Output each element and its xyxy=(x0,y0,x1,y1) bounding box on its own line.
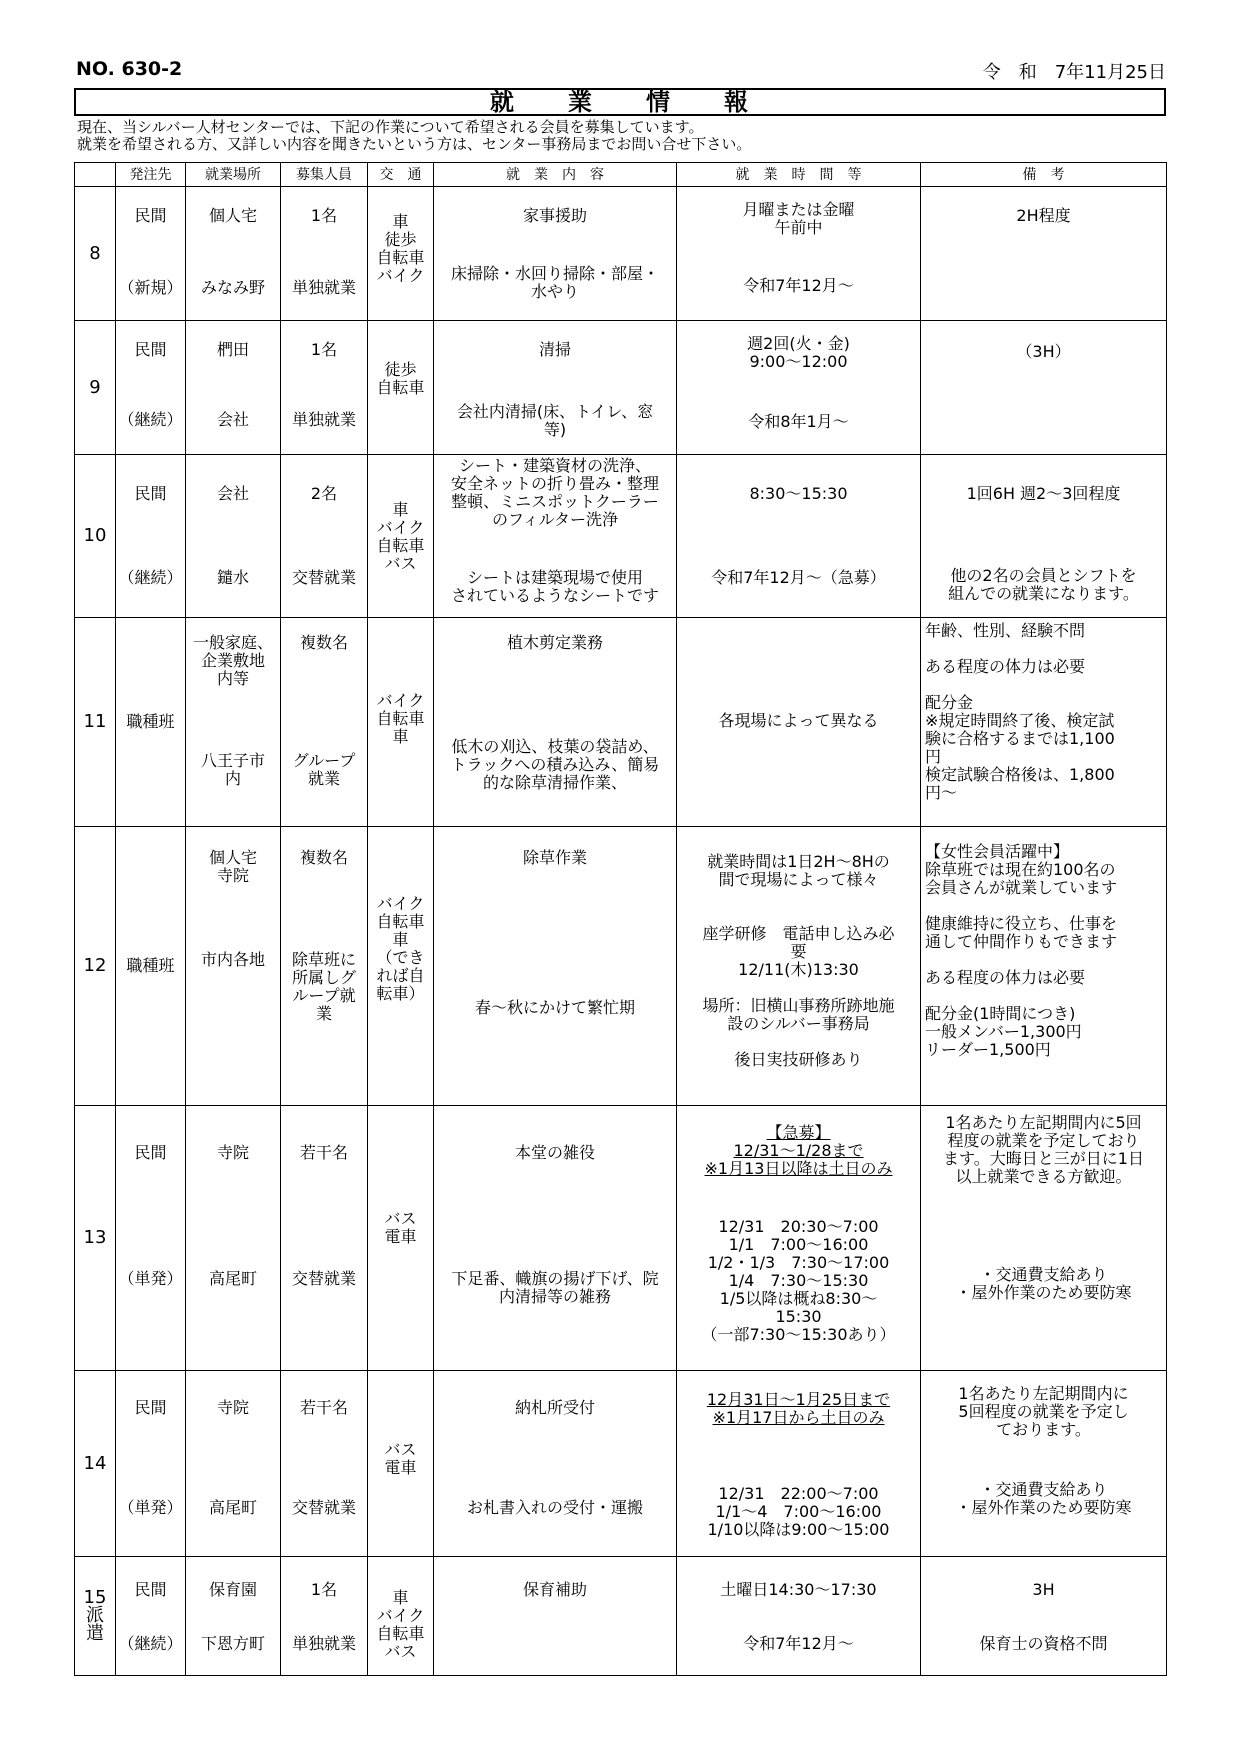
place-cell xyxy=(186,187,281,321)
work-lower: 床掃除・水回り掃除・部屋・ 水やり xyxy=(450,264,659,301)
people-upper: 2名 xyxy=(310,484,338,503)
client-upper: 職種班 xyxy=(126,712,175,731)
note-upper: 【女性会員活躍中】 除草班では現在約100名の 会員さんが就業しています 健康維持に役立ち、仕事を 通して仲間作りもできます ある程度の体力は必要 配分金(1時間につき) 一般メンバー1,300円 リーダー1,500円 xyxy=(925,842,1118,1059)
note-upper: 3H xyxy=(1032,1580,1055,1599)
client-cell xyxy=(116,321,186,455)
work-lower: 春～秋にかけて繁忙期 xyxy=(474,998,635,1017)
row-number: 10 xyxy=(75,455,116,618)
note-upper: （3H） xyxy=(1016,342,1071,361)
place-lower: 高尾町 xyxy=(208,1498,257,1517)
place-cell xyxy=(186,1557,281,1676)
place-cell xyxy=(186,1106,281,1371)
people-upper: 複数名 xyxy=(299,633,348,652)
row-number: 15 派 遣 xyxy=(75,1557,116,1676)
row-number: 14 xyxy=(75,1371,116,1557)
time-cell xyxy=(677,827,921,1106)
table-row xyxy=(75,1106,1167,1371)
place-lower: 下恩方町 xyxy=(200,1634,265,1653)
people-cell xyxy=(281,618,368,827)
people-upper: 1名 xyxy=(310,340,338,359)
note-upper: 1名あたり左記期間内に 5回程度の就業を予定し ております。 xyxy=(958,1384,1129,1439)
work-cell xyxy=(434,321,677,455)
client-upper: 民間 xyxy=(134,340,167,359)
table-row xyxy=(75,618,1167,827)
people-lower: 単独就業 xyxy=(291,278,356,297)
header-work: 就 業 内 容 xyxy=(434,163,677,187)
transport-text: 車 バイク 自転車 バス xyxy=(376,500,425,573)
work-cell xyxy=(434,1371,677,1557)
note-cell xyxy=(921,1557,1167,1676)
client-cell xyxy=(116,1557,186,1676)
note-cell xyxy=(921,1371,1167,1557)
work-cell xyxy=(434,1106,677,1371)
header-time: 就 業 時 間 等 xyxy=(677,163,921,187)
people-cell xyxy=(281,455,368,618)
work-lower: 会社内清掃(床、トイレ、窓 等) xyxy=(456,402,654,439)
table-row xyxy=(75,827,1167,1106)
people-upper: 1名 xyxy=(310,206,338,225)
note-cell xyxy=(921,1106,1167,1371)
header-place: 就業場所 xyxy=(186,163,281,187)
document-number: NO. 630-2 xyxy=(76,58,183,80)
header-note: 備 考 xyxy=(921,163,1167,187)
work-lower: お札書入れの受付・運搬 xyxy=(466,1498,643,1517)
transport-cell xyxy=(368,1557,434,1676)
work-upper: 除草作業 xyxy=(522,848,587,867)
people-lower: グループ 就業 xyxy=(292,751,356,788)
transport-cell xyxy=(368,187,434,321)
time-upper: 土曜日14:30～17:30 xyxy=(720,1580,877,1599)
work-upper: 家事援助 xyxy=(522,206,587,225)
place-lower: 八王子市 内 xyxy=(200,751,265,788)
header-no xyxy=(75,163,116,187)
transport-text: 徒歩 自転車 xyxy=(376,360,425,397)
page-title: 就 業 情 報 xyxy=(74,88,1166,116)
note-cell xyxy=(921,455,1167,618)
work-upper: 清掃 xyxy=(538,340,571,359)
header-transport: 交 通 xyxy=(368,163,434,187)
client-upper: 民間 xyxy=(134,206,167,225)
place-upper: 寺院 xyxy=(216,1398,249,1417)
people-lower: 除草班に 所属しグ ループ就 業 xyxy=(291,950,356,1023)
client-upper: 民間 xyxy=(134,1398,167,1417)
place-lower: みなみ野 xyxy=(200,278,265,297)
client-lower: （新規） xyxy=(118,278,183,297)
place-upper: 個人宅 寺院 xyxy=(208,848,257,885)
time-lower: 令和7年12月～ xyxy=(743,1634,854,1653)
table-row xyxy=(75,455,1167,618)
place-cell xyxy=(186,455,281,618)
client-cell xyxy=(116,187,186,321)
people-upper: 複数名 xyxy=(299,848,348,867)
place-upper: 一般家庭、 企業敷地 内等 xyxy=(192,633,273,688)
client-cell xyxy=(116,827,186,1106)
work-upper: 保育補助 xyxy=(522,1580,587,1599)
place-lower: 会社 xyxy=(216,410,249,429)
people-lower: 交替就業 xyxy=(291,1269,356,1288)
table-header-row xyxy=(75,163,1167,187)
place-cell xyxy=(186,618,281,827)
people-cell xyxy=(281,1371,368,1557)
time-upper: 【急募】 12/31～1/28まで ※1月13日以降は土日のみ xyxy=(704,1123,893,1178)
work-cell xyxy=(434,187,677,321)
client-lower: （単発） xyxy=(118,1498,183,1517)
note-lower: ・交通費支給あり ・屋外作業のため要防寒 xyxy=(955,1265,1132,1302)
transport-cell xyxy=(368,455,434,618)
transport-cell xyxy=(368,1371,434,1557)
note-upper: 1名あたり左記期間内に5回 程度の就業を予定しており ます。大晦日と三が日に1日 以上就業できる方歓迎。 xyxy=(943,1113,1144,1186)
work-lower: 低木の刈込、枝葉の袋詰め、 トラックへの積み込み、簡易 的な除草清掃作業、 xyxy=(450,737,660,792)
work-lower: 下足番、幟旗の揚げ下げ、院 内清掃等の雑務 xyxy=(451,1269,659,1306)
note-cell xyxy=(921,618,1167,827)
people-cell xyxy=(281,827,368,1106)
time-upper: 就業時間は1日2H～8Hの 間で現場によって様々 座学研修 電話申し込み必 要 12/11(木)13:30 場所：旧横山事務所跡地施 設のシルバー事務局 後日実技研修あり xyxy=(702,852,895,1069)
people-upper: 若干名 xyxy=(299,1398,348,1417)
table-row xyxy=(75,1557,1167,1676)
people-cell xyxy=(281,321,368,455)
row-number: 9 xyxy=(75,321,116,455)
place-cell xyxy=(186,1371,281,1557)
time-upper: 8:30～15:30 xyxy=(749,484,848,503)
place-upper: 寺院 xyxy=(216,1143,249,1162)
work-upper: シート・建築資材の洗浄、 安全ネットの折り畳み・整理 整頓、ミニスポットクーラー のフィルター洗浄 xyxy=(450,456,659,529)
place-cell xyxy=(186,827,281,1106)
header-client: 発注先 xyxy=(116,163,186,187)
time-lower: 令和7年12月～（急募） xyxy=(711,568,886,587)
time-upper: 月曜または金曜 午前中 xyxy=(742,200,855,237)
time-cell xyxy=(677,618,921,827)
work-upper: 植木剪定業務 xyxy=(506,633,603,652)
transport-cell xyxy=(368,1106,434,1371)
document-date: 令 和 7年11月25日 xyxy=(982,62,1166,83)
work-lower: シートは建築現場で使用 されているようなシートです xyxy=(450,568,659,605)
people-lower: 単独就業 xyxy=(291,410,356,429)
table-row xyxy=(75,321,1167,455)
time-lower: 12/31 22:00～7:00 1/1～4 7:00～16:00 1/10以降は9:00～15:00 xyxy=(707,1484,890,1539)
client-lower: （継続） xyxy=(118,568,183,587)
transport-cell xyxy=(368,321,434,455)
note-lower: 他の2名の会員とシフトを 組んでの就業になります。 xyxy=(948,566,1139,603)
time-cell xyxy=(677,1371,921,1557)
work-cell xyxy=(434,827,677,1106)
client-upper: 民間 xyxy=(134,1580,167,1599)
time-cell xyxy=(677,1106,921,1371)
place-lower: 鑓水 xyxy=(216,568,249,587)
client-lower: （単発） xyxy=(118,1269,183,1288)
place-upper: 個人宅 xyxy=(208,206,257,225)
intro-text xyxy=(77,119,751,153)
time-lower: 令和7年12月～ xyxy=(743,276,854,295)
transport-cell xyxy=(368,827,434,1106)
place-lower: 高尾町 xyxy=(208,1269,257,1288)
row-number: 12 xyxy=(75,827,116,1106)
note-upper: 2H程度 xyxy=(1016,206,1071,225)
transport-cell xyxy=(368,618,434,827)
row-number: 8 xyxy=(75,187,116,321)
time-lower: 令和8年1月～ xyxy=(748,412,849,431)
people-cell xyxy=(281,1106,368,1371)
note-upper: 1回6H 週2～3回程度 xyxy=(966,484,1121,503)
time-upper: 12月31日～1月25日まで ※1月17日から土日のみ xyxy=(706,1390,891,1427)
transport-text: バス 電車 xyxy=(384,1440,417,1477)
time-cell xyxy=(677,1557,921,1676)
client-upper: 職種班 xyxy=(126,956,175,975)
place-upper: 椚田 xyxy=(216,340,249,359)
work-upper: 本堂の雑役 xyxy=(514,1143,595,1162)
transport-text: バイク 自転車 車 （でき れば自 転車） xyxy=(376,894,425,1003)
note-lower: ・交通費支給あり ・屋外作業のため要防寒 xyxy=(955,1480,1132,1517)
client-cell xyxy=(116,1371,186,1557)
people-cell xyxy=(281,1557,368,1676)
place-upper: 保育園 xyxy=(208,1580,257,1599)
row-number: 11 xyxy=(75,618,116,827)
time-cell xyxy=(677,187,921,321)
note-cell xyxy=(921,321,1167,455)
people-cell xyxy=(281,187,368,321)
client-upper: 民間 xyxy=(134,1143,167,1162)
client-cell xyxy=(116,455,186,618)
time-cell xyxy=(677,455,921,618)
time-upper: 各現場によって異なる xyxy=(718,711,879,730)
client-lower: （継続） xyxy=(118,1634,183,1653)
work-upper: 納札所受付 xyxy=(514,1398,595,1417)
table-row xyxy=(75,1371,1167,1557)
people-upper: 若干名 xyxy=(299,1143,348,1162)
place-cell xyxy=(186,321,281,455)
transport-text: 車 徒歩 自転車 バイク xyxy=(376,212,425,285)
time-cell xyxy=(677,321,921,455)
row-number: 13 xyxy=(75,1106,116,1371)
place-upper: 会社 xyxy=(216,484,249,503)
place-lower: 市内各地 xyxy=(200,950,265,969)
intro-line-2: 就業を希望される方、又詳しい内容を聞きたいという方は、センター事務局までお問い合せ下さい。 xyxy=(77,135,752,153)
work-cell xyxy=(434,618,677,827)
note-cell xyxy=(921,827,1167,1106)
header-people: 募集人員 xyxy=(281,163,368,187)
transport-text: 車 バイク 自転車 バス xyxy=(376,1588,425,1661)
job-table xyxy=(74,162,1167,1676)
time-upper: 週2回(火・金) 9:00～12:00 xyxy=(747,334,850,371)
client-lower: （継続） xyxy=(118,410,183,429)
table-row xyxy=(75,187,1167,321)
note-cell xyxy=(921,187,1167,321)
people-lower: 交替就業 xyxy=(291,1498,356,1517)
client-cell xyxy=(116,618,186,827)
work-cell xyxy=(434,455,677,618)
people-lower: 単独就業 xyxy=(291,1634,356,1653)
transport-text: バイク 自転車 車 xyxy=(376,691,425,746)
intro-line-1: 現在、当シルバー人材センターでは、下記の作業について希望される会員を募集しています。 xyxy=(77,118,704,136)
client-cell xyxy=(116,1106,186,1371)
time-lower: 12/31 20:30～7:00 1/1 7:00～16:00 1/2・1/3 7:30～17:00 1/4 7:30～15:30 1/5以降は概ね8:30～ 15:30 （一部7:30～15:30あり） xyxy=(701,1217,896,1344)
note-lower: 保育士の資格不問 xyxy=(979,1634,1108,1653)
transport-text: バス 電車 xyxy=(384,1209,417,1246)
client-upper: 民間 xyxy=(134,484,167,503)
work-cell xyxy=(434,1557,677,1676)
people-lower: 交替就業 xyxy=(291,568,356,587)
people-upper: 1名 xyxy=(310,1580,338,1599)
note-upper: 年齢、性別、経験不問 ある程度の体力は必要 配分金 ※規定時間終了後、検定試 験に合格するまでは1,100 円 検定試験合格後は、1,800 円～ xyxy=(925,621,1115,802)
